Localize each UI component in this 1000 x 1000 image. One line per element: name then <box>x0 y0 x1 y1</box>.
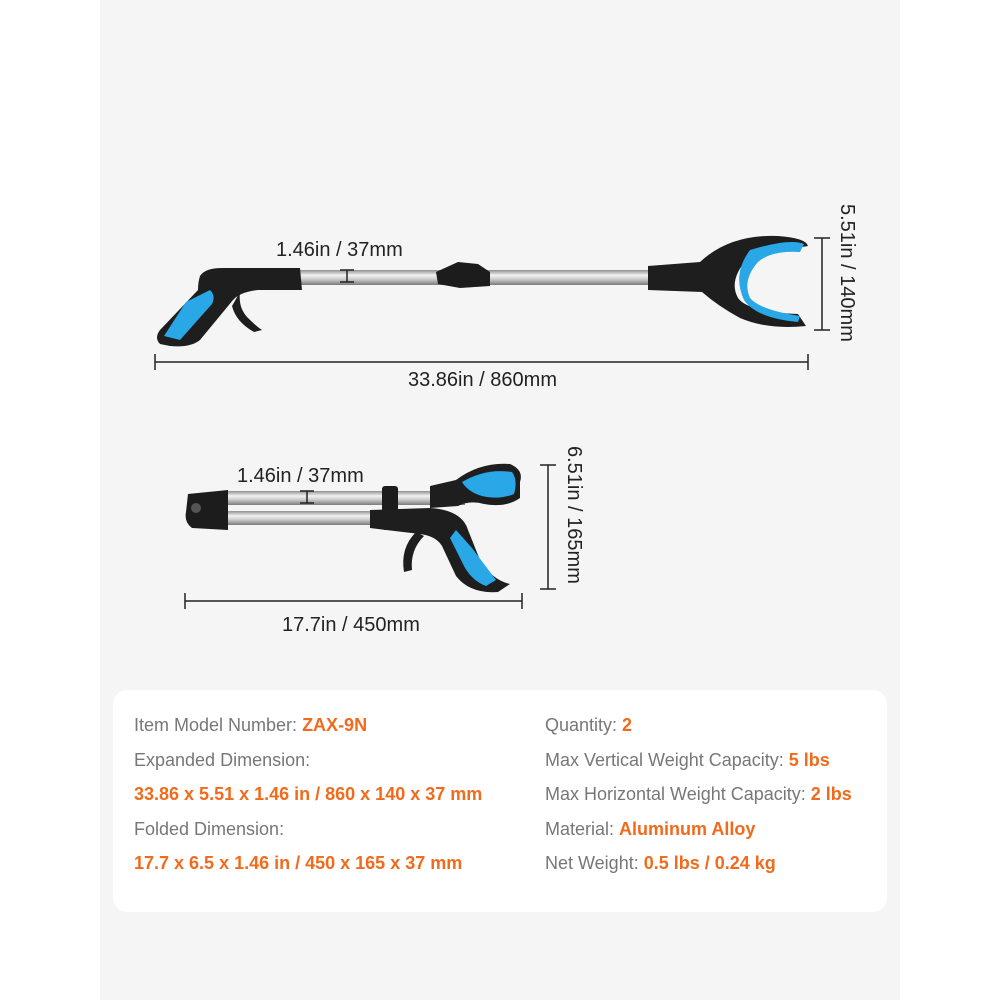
spec-vertical-label: Max Vertical Weight Capacity: <box>545 749 789 770</box>
spec-quantity-value: 2 <box>622 715 633 735</box>
spec-quantity <box>545 708 852 743</box>
expanded-tube-diameter-label: 1.46in / 37mm <box>276 239 403 261</box>
spec-expanded-value: 33.86 x 5.51 x 1.46 in / 860 x 140 x 37 mm <box>134 784 483 804</box>
spec-vertical-value: 5 lbs <box>788 749 830 770</box>
spec-horizontal-label: Max Horizontal Weight Capacity: <box>545 784 811 804</box>
spec-column-left <box>134 708 482 881</box>
spec-horizontal-capacity <box>545 777 852 812</box>
expanded-grabber <box>157 236 808 347</box>
spec-model-value: ZAX-9N <box>302 715 368 735</box>
spec-material-label: Material: <box>545 818 620 839</box>
spec-folded-label: Folded Dimension: <box>134 818 285 839</box>
folded-tube-lower <box>225 511 385 525</box>
spec-expanded-label: Expanded Dimension: <box>134 749 311 770</box>
spec-quantity-label: Quantity: <box>545 715 623 735</box>
folded-tube-upper <box>225 491 465 505</box>
spec-model <box>134 708 482 743</box>
spec-folded-value: 17.7 x 6.5 x 1.46 in / 450 x 165 x 37 mm <box>134 853 463 873</box>
folded-length-label: 17.7in / 450mm <box>282 614 420 636</box>
spec-vertical-capacity <box>545 743 852 778</box>
expanded-trigger <box>232 292 262 332</box>
spec-material <box>545 812 852 847</box>
folded-joint-pin <box>191 503 201 513</box>
folded-tube-diameter-label: 1.46in / 37mm <box>237 465 364 487</box>
spec-net-weight <box>545 846 852 881</box>
expanded-jaw-height-label: 5.51in / 140mm <box>836 204 858 342</box>
spec-card <box>113 690 887 912</box>
spec-horizontal-value: 2 lbs <box>810 784 852 804</box>
folded-trigger <box>403 532 424 572</box>
expanded-joint <box>436 262 490 288</box>
spec-weight-label: Net Weight: <box>545 853 644 873</box>
spec-material-value: Aluminum Alloy <box>619 818 756 839</box>
spec-weight-value: 0.5 lbs / 0.24 kg <box>643 853 776 873</box>
spec-column-right <box>545 708 852 881</box>
expanded-length-label: 33.86in / 860mm <box>408 369 557 391</box>
spec-model-label: Item Model Number: <box>134 715 303 735</box>
folded-height-label: 6.51in / 165mm <box>563 446 585 584</box>
